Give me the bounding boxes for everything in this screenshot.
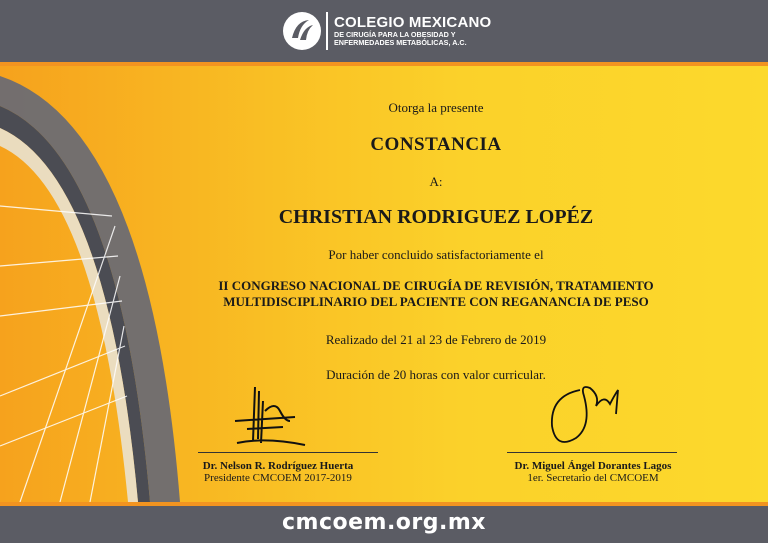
event-title-line-2: MULTIDISCIPLINARIO DEL PACIENTE CON REGANANCIA DE PESO [223,294,649,309]
logo-subtitle-2: ENFERMEDADES METABÓLICAS, A.C. [334,38,467,47]
to-label: A: [429,174,443,189]
intro-text: Otorga la presente [388,100,484,115]
event-dates: Realizado del 21 al 23 de Febrero de 2019 [325,332,547,347]
signature-2-name: Dr. Miguel Ángel Dorantes Lagos [514,460,672,472]
signature-1-role: Presidente CMCOEM 2017-2019 [204,472,352,484]
certificate-title: CONSTANCIA [370,134,502,155]
signature-1-line [198,452,378,453]
signature-2-line [507,452,677,453]
logo-emblem-icon [282,11,322,51]
signature-1-block [188,460,368,484]
footer-url: cmcoem.org.mx [281,510,486,535]
footer-band [0,506,768,543]
reason-text: Por haber concluido satisfactoriamente el [328,247,544,262]
signature-2-role: 1er. Secretario del CMCOEM [527,472,659,484]
certificate-body [0,66,768,502]
signature-2-block [503,460,683,484]
logo-subtitle-1: DE CIRUGÍA PARA LA OBESIDAD Y [334,29,456,39]
recipient-name: CHRISTIAN RODRIGUEZ LOPÉZ [278,206,594,228]
event-title-line-1: II CONGRESO NACIONAL DE CIRUGÍA DE REVISIÓN, TRATAMIENTO [218,278,654,293]
event-duration: Duración de 20 horas con valor curricular. [326,367,546,382]
signature-1-name: Dr. Nelson R. Rodríguez Huerta [202,460,354,472]
cmcoem-logo [282,10,491,52]
logo-divider [326,12,328,50]
signature-1-image [225,381,315,453]
header-band [0,0,768,62]
logo-text [334,15,491,48]
logo-title: COLEGIO MEXICANO [334,13,492,31]
signature-2-image [540,376,630,456]
